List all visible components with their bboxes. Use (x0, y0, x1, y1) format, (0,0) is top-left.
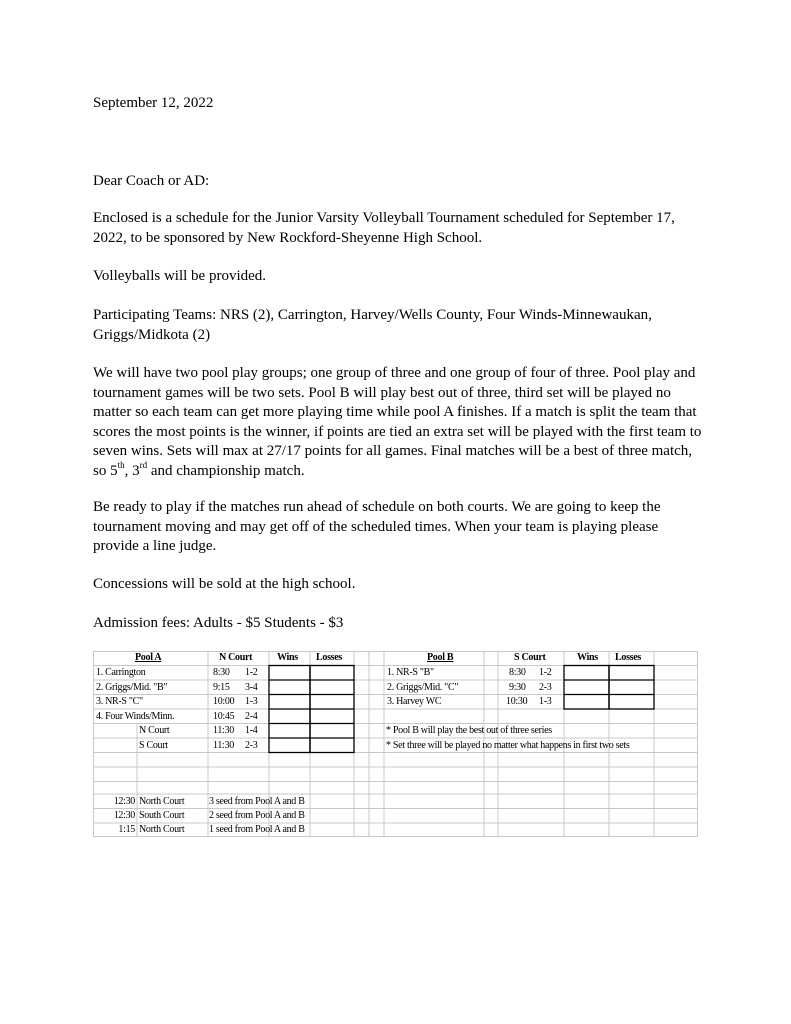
pool-a-time: 8:30 (213, 667, 230, 678)
pool-a-match: 3-4 (245, 681, 258, 693)
paragraph-admission: Admission fees: Adults - $5 Students - $3 (93, 615, 344, 631)
final-court: South Court (139, 810, 185, 821)
pool-b-time: 10:30 (506, 696, 528, 707)
pool-a-time: 11:30 (213, 725, 234, 736)
paragraph-enclosed: Enclosed is a schedule for the Junior Varsity Volleyball Tournament scheduled for September 17, 2022, to be sponsored by New Rockford-Sheyenne High School. (93, 210, 675, 246)
final-court: North Court (139, 824, 185, 835)
pool-a-time: 10:45 (213, 710, 235, 722)
schedule-table (93, 651, 698, 837)
pool-a-match: 2-4 (245, 710, 258, 722)
paragraph-concessions: Concessions will be sold at the high school. (93, 576, 356, 592)
paragraph-ready: Be ready to play if the matches run ahead of schedule on both courts. We are going to keep the tournament moving and may get off of the scheduled times. When your team is playing please provide a line judge. (93, 499, 661, 554)
pool-a-court-label: S Court (139, 739, 168, 751)
final-desc: 2 seed from Pool A and B (209, 810, 305, 821)
final-time: 12:30 (113, 795, 135, 807)
pool-a-time: 10:00 (213, 696, 235, 707)
pool-b-wins-header: Wins (577, 652, 598, 663)
pool-b-note: * Set three will be played no matter what happens in first two sets (386, 739, 630, 751)
pool-b-note: * Pool B will play the best out of three series (386, 725, 552, 736)
pool-b-team: 3. Harvey WC (387, 696, 442, 707)
pool-b-match: 1-3 (539, 696, 552, 707)
pool-a-match: 2-3 (245, 739, 258, 751)
pool-b-time: 9:30 (509, 681, 526, 693)
letter-date: September 12, 2022 (93, 95, 214, 111)
final-time: 12:30 (113, 810, 135, 821)
letter-greeting: Dear Coach or AD: (93, 173, 210, 189)
pool-a-match: 1-3 (245, 696, 258, 707)
final-desc: 1 seed from Pool A and B (209, 824, 305, 835)
pool-b-court-header: S Court (514, 652, 546, 663)
pool-b-match: 1-2 (539, 667, 552, 678)
final-time: 1:15 (118, 824, 135, 835)
pool-a-team: 2. Griggs/Mid. "B" (96, 681, 168, 693)
superscript-rd: rd (139, 459, 148, 470)
paragraph-volleyballs: Volleyballs will be provided. (93, 268, 267, 284)
pool-a-team: 1. Carrington (96, 667, 146, 678)
pool-b-losses-header: Losses (615, 652, 641, 663)
final-court: North Court (139, 795, 185, 807)
pool-b-team: 1. NR-S "B" (387, 667, 434, 678)
pool-a-team: 3. NR-S "C" (96, 696, 143, 707)
pool-b-time: 8:30 (509, 667, 526, 678)
pool-a-time: 11:30 (213, 739, 234, 751)
pool-b-title: Pool B (427, 652, 454, 663)
pool-b-match: 2-3 (539, 681, 552, 693)
pool-a-time: 9:15 (213, 681, 230, 693)
pool-a-team: 4. Four Winds/Minn. (96, 710, 175, 722)
final-desc: 3 seed from Pool A and B (209, 795, 305, 807)
pool-a-match: 1-2 (245, 667, 258, 678)
pool-a-losses-header: Losses (316, 652, 342, 663)
pool-b-team: 2. Griggs/Mid. "C" (387, 681, 459, 693)
pool-a-court-label: N Court (139, 725, 170, 736)
pool-a-wins-header: Wins (277, 652, 298, 663)
paragraph-format: We will have two pool play groups; one group of three and one group of four of three. Pool play and tournament games will be two sets. Pool B will play best out of three, third set will be played no matter so each team can get more playing time while pool A finishes. If a match is split the team that scores the most points is the winner, if points are tied an extra set will be played with the first team to seven wins. Sets will max at 27/17 points for all games. Final matches will be a best of three match, so 5th, 3rd and championship match. (93, 365, 702, 479)
pool-a-match: 1-4 (245, 725, 258, 736)
paragraph-teams: Participating Teams: NRS (2), Carrington, Harvey/Wells County, Four Winds-Minnewaukan, Griggs/Midkota (2) (93, 307, 652, 343)
pool-a-court-header: N Court (219, 652, 253, 663)
superscript-th: th (117, 459, 125, 470)
pool-a-title: Pool A (135, 652, 162, 663)
